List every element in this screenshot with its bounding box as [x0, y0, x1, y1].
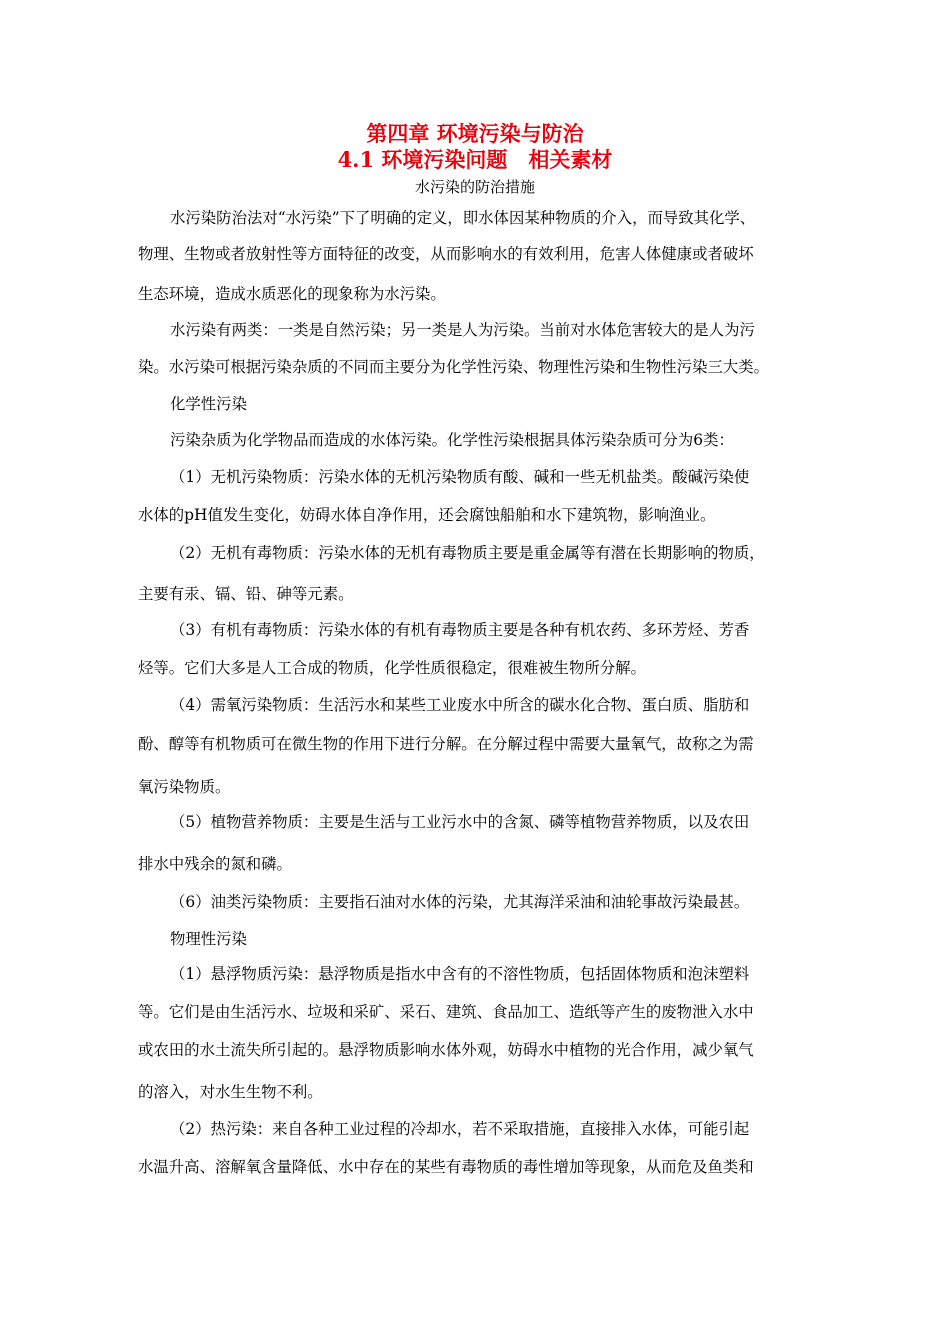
body-line: （6）油类污染物质：主要指石油对水体的污染，尤其海洋采油和油轮事故污染最甚。: [170, 893, 750, 911]
body-line: 污染杂质为化学物品而造成的水体污染。化学性污染根据具体污染杂质可分为6类：: [170, 431, 734, 449]
body-line: 或农田的水土流失所引起的。悬浮物质影响水体外观，妨碍水中植物的光合作用，减少氧气: [138, 1041, 754, 1059]
chapter-title: 第四章 环境污染与防治: [366, 121, 584, 146]
body-line: 氧污染物质。: [138, 778, 231, 796]
body-line: 水温升高、溶解氧含量降低、水中存在的某些有毒物质的毒性增加等现象，从而危及鱼类和: [138, 1158, 754, 1176]
body-line: （4）需氧污染物质：生活污水和某些工业废水中所含的碳水化合物、蛋白质、脂肪和: [170, 696, 750, 714]
section-title: 4.1 环境污染问题 相关素材: [337, 147, 613, 172]
body-line: 烃等。它们大多是人工合成的物质，化学性质很稳定，很难被生物所分解。: [138, 659, 646, 677]
section-heading: 物理性污染: [170, 930, 247, 948]
body-line: （1）悬浮物质污染：悬浮物质是指水中含有的不溶性物质，包括固体物质和泡沫塑料: [170, 965, 750, 983]
body-line: 酚、醇等有机物质可在微生物的作用下进行分解。在分解过程中需要大量氧气，故称之为需: [138, 735, 754, 753]
body-line: 水污染防治法对“水污染”下了明确的定义，即水体因某种物质的介入，而导致其化学、: [170, 209, 756, 227]
subtitle: 水污染的防治措施: [414, 178, 535, 196]
body-line: （2）无机有毒物质：污染水体的无机有毒物质主要是重金属等有潜在长期影响的物质，: [170, 544, 765, 562]
body-line: （5）植物营养物质：主要是生活与工业污水中的含氮、磷等植物营养物质，以及农田: [170, 813, 750, 831]
section-heading: 化学性污染: [170, 395, 247, 413]
body-line: （1）无机污染物质：污染水体的无机污染物质有酸、碱和一些无机盐类。酸碱污染使: [170, 468, 750, 486]
body-line: 主要有汞、镉、铅、砷等元素。: [138, 585, 354, 603]
body-line: 等。它们是由生活污水、垃圾和采矿、采石、建筑、食品加工、造纸等产生的废物泄入水中: [138, 1003, 754, 1021]
body-line: 水体的pH值发生变化，妨碍水体自净作用，还会腐蚀船舶和水下建筑物，影响渔业。: [138, 506, 716, 524]
body-line: （3）有机有毒物质：污染水体的有机有毒物质主要是各种有机农药、多环芳烃、芳香: [170, 621, 750, 639]
body-line: （2）热污染：来自各种工业过程的冷却水，若不采取措施，直接排入水体，可能引起: [170, 1120, 750, 1138]
body-line: 物理、生物或者放射性等方面特征的改变，从而影响水的有效利用，危害人体健康或者破坏: [138, 245, 754, 263]
body-line: 生态环境，造成水质恶化的现象称为水污染。: [138, 285, 446, 303]
body-line: 排水中残余的氮和磷。: [138, 855, 292, 873]
body-line: 的溶入，对水生生物不利。: [138, 1083, 323, 1101]
body-line: 染。水污染可根据污染杂质的不同而主要分为化学性污染、物理性污染和生物性污染三大类。: [138, 358, 770, 376]
body-line: 水污染有两类：一类是自然污染；另一类是人为污染。当前对水体危害较大的是人为污: [170, 321, 755, 339]
